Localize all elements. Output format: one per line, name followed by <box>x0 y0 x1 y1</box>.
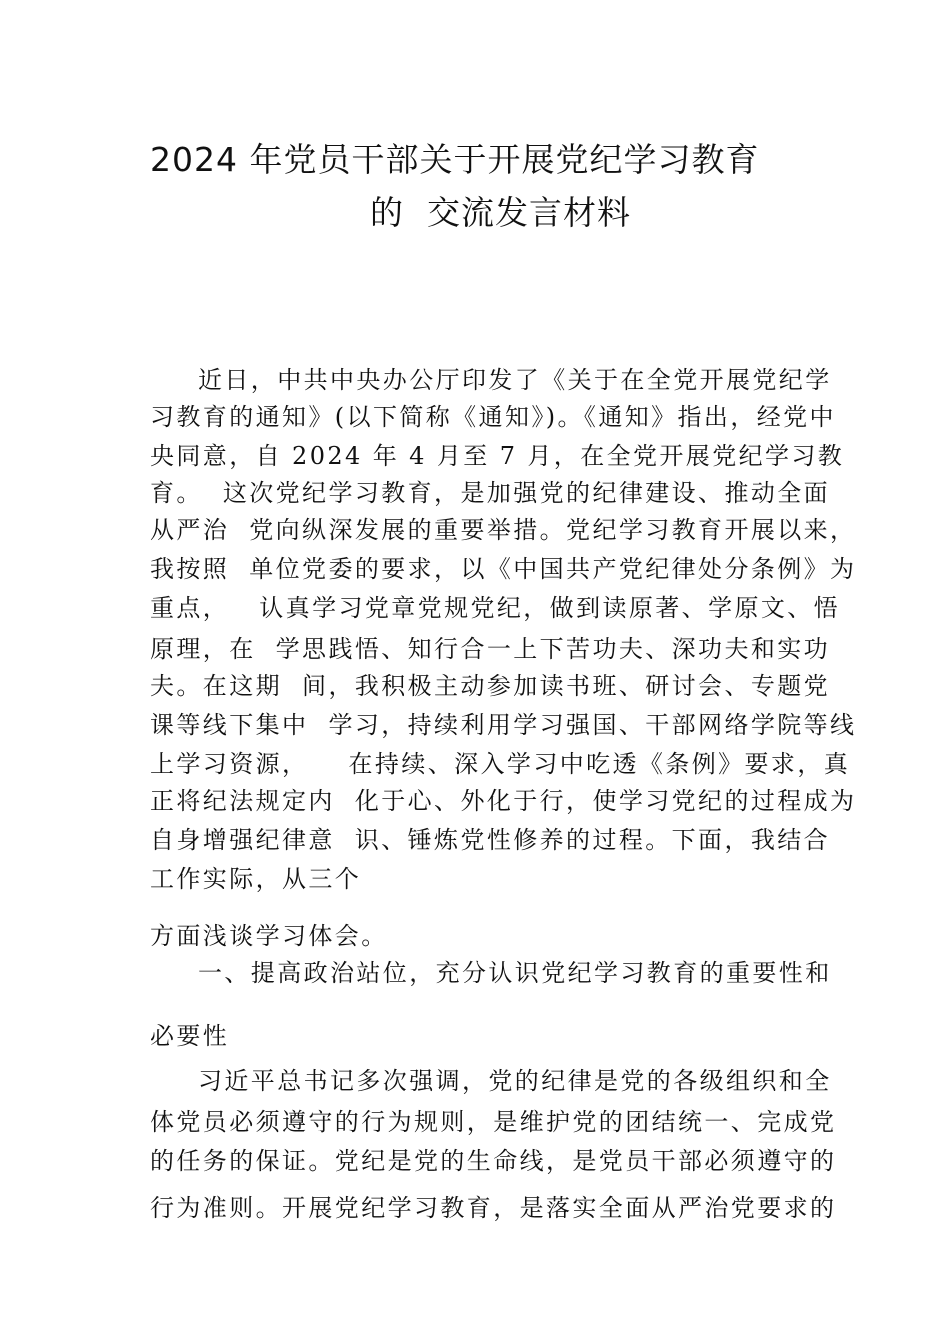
body-line: 课等线下集中 学习，持续利用学习强国、干部网络学院等线 <box>150 711 857 739</box>
section-heading-1: 一、提高政治站位，充分认识党纪学习教育的重要性和 <box>198 959 832 987</box>
body-line: 习教育的通知》(以下简称《通知》)。《通知》指出，经党中 <box>150 403 836 431</box>
body-line: 体党员必须遵守的行为规则，是维护党的团结统一、完成党 <box>150 1108 837 1136</box>
body-line: 我按照 单位党委的要求，以《中国共产党纪律处分条例》为 <box>150 555 857 583</box>
body-line: 方面浅谈学习体会。 <box>150 922 388 950</box>
body-line: 工作实际，从三个 <box>150 865 362 893</box>
body-line: 习近平总书记多次强调，党的纪律是党的各级组织和全 <box>198 1067 832 1095</box>
section-heading-1-continued: 必要性 <box>150 1022 230 1050</box>
body-line: 育。 这次党纪学习教育，是加强党的纪律建设、推动全面 <box>150 479 831 507</box>
body-line: 夫。在这期 间，我积极主动参加读书班、研讨会、专题党 <box>150 672 831 700</box>
body-line: 重点， 认真学习党章党规党纪，做到读原著、学原文、悟 <box>150 594 841 622</box>
body-line: 自身增强纪律意 识、锤炼党性修养的过程。下面，我结合 <box>150 826 831 854</box>
body-line: 上学习资源， 在持续、深入学习中吃透《条例》要求，真 <box>150 750 851 778</box>
body-line: 从严治 党向纵深发展的重要举措。党纪学习教育开展以来， <box>150 516 857 544</box>
body-line: 央同意，自 2024 年 4 月至 7 月，在全党开展党纪学习教 <box>150 442 845 470</box>
body-line: 的任务的保证。党纪是党的生命线，是党员干部必须遵守的 <box>150 1147 837 1175</box>
body-line: 正将纪法规定内 化于心、外化于行，使学习党纪的过程成为 <box>150 787 857 815</box>
body-line: 原理，在 学思践悟、知行合一上下苦功夫、深功夫和实功 <box>150 635 831 663</box>
document-title-line-1: 2024 年党员干部关于开展党纪学习教育 <box>150 140 760 179</box>
document-title-line-2: 的 交流发言材料 <box>370 193 631 232</box>
body-line: 近日，中共中央办公厅印发了《关于在全党开展党纪学 <box>198 366 832 394</box>
body-line: 行为准则。开展党纪学习教育，是落实全面从严治党要求的 <box>150 1194 837 1222</box>
